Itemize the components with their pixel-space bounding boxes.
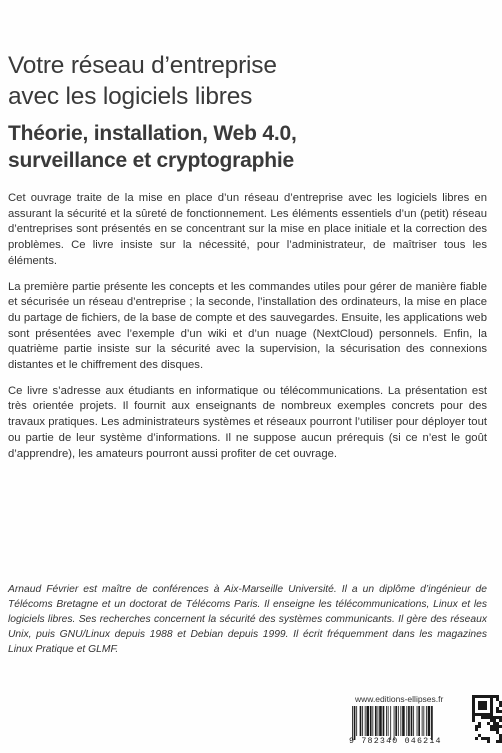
qr-module — [478, 707, 481, 710]
qr-module — [490, 707, 493, 710]
qr-module — [493, 728, 496, 731]
qr-module — [496, 722, 499, 725]
barcode-bar — [378, 706, 379, 736]
qr-module — [472, 701, 475, 704]
qr-module — [490, 716, 493, 719]
qr-module — [490, 698, 493, 701]
qr-module — [478, 713, 481, 716]
qr-module — [484, 713, 487, 716]
qr-module — [481, 716, 484, 719]
barcode-bar — [398, 706, 399, 736]
qr-module — [496, 698, 499, 701]
qr-module — [478, 725, 481, 728]
barcode-bar — [400, 706, 401, 736]
qr-module — [487, 695, 490, 698]
qr-code — [471, 694, 502, 743]
qr-module — [496, 725, 499, 728]
barcode-bar — [379, 706, 382, 736]
barcode-bar — [372, 706, 373, 736]
qr-module — [475, 725, 478, 728]
barcode-bar — [423, 706, 424, 736]
description-paragraph-3: Ce livre s’adresse aux étudiants en informatique ou télécommunications. La présentation est très orientée projets. Il fournit aux enseignants de nombreux exemples concrets pour des travaux pratiques. Les administrateurs systèmes et réseaux pourront l’utiliser pour déployer tout ou partie de leur système d’informations. Il ne suppose aucun prérequis (si ce n’est le goût d’apprendre), les amateurs pourront aussi profiter de cet ouvrage. — [8, 384, 487, 460]
qr-module — [481, 695, 484, 698]
isbn-number: 9 782340 046214 — [349, 737, 442, 746]
isbn-barcode — [350, 706, 465, 740]
qr-module — [484, 707, 487, 710]
description-paragraph-1: Cet ouvrage traite de la mise en place d’un réseau d’entreprise avec les logiciels libres en assurant la sécurité et la sûreté de fonctionnement. Les éléments essentiels d’un (petit) réseau d’entreprises sont présentés en se concentrant sur la mise en place initiale et la correction des problèmes. Ce livre insiste sur la nécessité, pour l’administrateur, de maîtriser tous les éléments. — [8, 192, 487, 267]
barcode-bar — [411, 706, 413, 736]
qr-module — [475, 695, 478, 698]
barcode-bar — [362, 706, 363, 736]
qr-module — [496, 731, 499, 734]
barcode-bar — [428, 706, 431, 736]
qr-module — [478, 701, 481, 704]
qr-module — [490, 719, 493, 722]
qr-module — [472, 704, 475, 707]
description — [8, 191, 487, 472]
qr-module — [493, 722, 496, 725]
qr-module — [496, 740, 499, 743]
qr-module — [496, 716, 499, 719]
qr-module — [475, 737, 478, 740]
qr-module — [478, 695, 481, 698]
book-subtitle — [8, 120, 478, 174]
qr-module — [490, 710, 493, 713]
qr-module — [481, 713, 484, 716]
qr-module — [496, 728, 499, 731]
barcode-bar — [431, 706, 433, 740]
qr-module — [490, 713, 493, 716]
qr-module — [487, 740, 490, 743]
barcode-bar — [422, 706, 423, 736]
qr-module — [484, 716, 487, 719]
qr-module — [487, 716, 490, 719]
barcode-bar — [375, 706, 377, 736]
barcode-bar — [413, 706, 414, 736]
barcode-bar — [417, 706, 418, 736]
qr-module — [484, 737, 487, 740]
qr-module — [493, 719, 496, 722]
barcode-bar — [408, 706, 410, 736]
qr-module — [493, 695, 496, 698]
qr-module — [484, 701, 487, 704]
barcode-bar — [356, 706, 357, 736]
description-paragraph-2: La première partie présente les concepts et les commandes utiles pour gérer de manière fiable et sécurisée un réseau d’entreprise ; la seconde, l’installation des ordinateurs, la mise en place du partage de fichiers, de la base de compte et des sauvegardes. Ensuite, les applications web sont présentées avec l’exemple d’un wiki et d’un nuage (NextCloud) personnels. Enfin, la quatrième partie insiste sur la sécurité avec la supervision, la sécurisation des connexions distantes et le chiffrement des disques. — [8, 280, 487, 372]
barcode-bar — [366, 706, 369, 736]
barcode-bar — [395, 706, 397, 736]
qr-module — [493, 725, 496, 728]
publisher-url: www.editions-ellipses.fr — [355, 694, 444, 704]
qr-module — [484, 704, 487, 707]
qr-module — [490, 725, 493, 728]
qr-module — [490, 695, 493, 698]
qr-code-graphic — [471, 694, 502, 743]
barcode-bar — [352, 706, 353, 740]
qr-module — [496, 710, 499, 713]
book-subtitle-line-1: Théorie, installation, Web 4.0, — [8, 122, 297, 145]
barcode-bar — [388, 706, 389, 736]
barcode-bar — [402, 706, 405, 736]
qr-module — [484, 695, 487, 698]
book-subtitle-line-2: surveillance et cryptographie — [8, 149, 294, 172]
barcode-bar — [406, 706, 407, 736]
qr-module — [472, 707, 475, 710]
qr-module — [490, 704, 493, 707]
qr-module — [472, 713, 475, 716]
author-bio: Arnaud Février est maître de conférences à Aix-Marseille Université. Il a un diplôme d’ingénieur de Télécoms Bretagne et un doctorat de Télécoms Paris. Il enseigne les télécommunications, Linux et les logiciels libres. Ses recherches concernent la sécurité des systèmes communicants. Il gère des réseaux Unix, puis GNU/Linux depuis 1988 et Debian depuis 1999. Il écrit fréquemment dans les magazines Linux Pratique et GLMF. — [8, 584, 487, 655]
qr-module — [490, 728, 493, 731]
qr-module — [487, 737, 490, 740]
book-title-line-1: Votre réseau d’entreprise — [8, 52, 277, 79]
barcode-bar — [365, 706, 366, 736]
qr-module — [496, 707, 499, 710]
qr-module — [487, 713, 490, 716]
qr-module — [475, 728, 478, 731]
qr-module — [496, 695, 499, 698]
barcode-bar — [390, 706, 391, 740]
qr-module — [475, 713, 478, 716]
qr-module — [472, 719, 475, 722]
qr-module — [472, 695, 475, 698]
qr-module — [472, 698, 475, 701]
qr-module — [493, 716, 496, 719]
barcode-bar — [394, 706, 395, 740]
barcode-bar — [370, 706, 372, 736]
barcode-bar — [354, 706, 356, 740]
qr-module — [481, 737, 484, 740]
book-title-line-2: avec les logiciels libres — [8, 83, 253, 110]
qr-module — [481, 704, 484, 707]
barcode-bar — [360, 706, 362, 736]
book-title — [8, 50, 478, 112]
qr-module — [490, 701, 493, 704]
barcode-bar — [426, 706, 427, 736]
qr-module — [472, 710, 475, 713]
barcode-bar — [386, 706, 387, 736]
qr-module — [472, 716, 475, 719]
qr-module — [478, 722, 481, 725]
qr-module — [481, 701, 484, 704]
qr-module — [478, 704, 481, 707]
barcode-bar — [418, 706, 420, 736]
qr-module — [481, 707, 484, 710]
barcode-bar — [383, 706, 385, 736]
barcode-graphic — [350, 706, 465, 740]
qr-module — [487, 722, 490, 725]
qr-module — [478, 734, 481, 737]
